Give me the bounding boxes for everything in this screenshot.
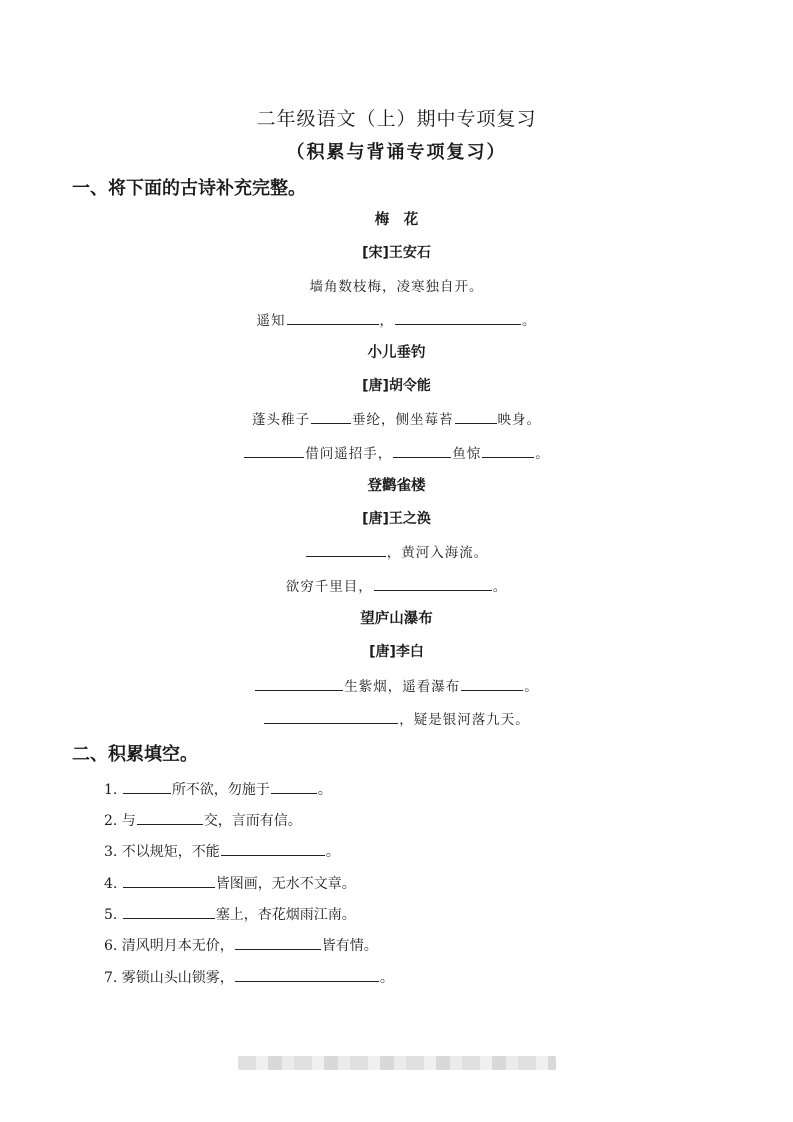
- poem-3-line-2-text-a: 欲穷千里目，: [285, 579, 373, 595]
- poem-4-line-1-text-b: 。: [524, 679, 539, 695]
- page-title: 二年级语文（上）期中专项复习: [256, 108, 537, 130]
- poem-4-line-2-text-a: ，疑是银河落九天。: [399, 712, 530, 728]
- fill-item-number: 5.: [104, 907, 122, 923]
- blurred-footer-watermark: [238, 1056, 556, 1070]
- poem-2-line-2-text-b: 鱼惊: [452, 446, 482, 462]
- poem-2-line-1-text-b: 垂纶，侧坐莓苔: [352, 412, 454, 428]
- section-1-heading: 一、将下面的古诗补充完整。: [72, 178, 306, 199]
- poem-3-title: 登鹳雀楼: [367, 478, 426, 494]
- fill-item-3: [104, 841, 340, 861]
- answer-blank[interactable]: [123, 779, 171, 794]
- fill-item-6: [104, 935, 378, 955]
- poem-4-line-1-text-a: 生紫烟，遥看瀑布: [344, 679, 461, 695]
- poem-3-author: [唐]王之涣: [362, 511, 431, 527]
- poem-1-line-2-text-c: 。: [522, 313, 537, 329]
- fill-item-7: [104, 967, 394, 987]
- fill-item-number: 3. 不以规矩，不能: [104, 844, 220, 860]
- poem-4-title: 望庐山瀑布: [360, 611, 433, 627]
- answer-blank[interactable]: [393, 443, 451, 458]
- page-subtitle: （积累与背诵专项复习）: [286, 142, 507, 163]
- poem-2-line-2-text-c: 。: [535, 446, 550, 462]
- answer-blank[interactable]: [461, 676, 523, 691]
- fill-item-number: 4.: [104, 876, 122, 892]
- poem-2-title: 小儿垂钓: [367, 345, 426, 361]
- poem-2-line-2-text-a: 借问遥招手，: [305, 446, 393, 462]
- answer-blank[interactable]: [482, 443, 534, 458]
- fill-item-text: 交，言而有信。: [203, 813, 302, 829]
- fill-item-number: 7. 雾锁山头山锁雾，: [104, 970, 234, 986]
- answer-blank[interactable]: [311, 409, 351, 424]
- answer-blank[interactable]: [235, 967, 379, 982]
- answer-blank[interactable]: [137, 810, 203, 825]
- poem-1-title: 梅 花: [374, 212, 419, 228]
- fill-item-text: 。: [325, 844, 340, 860]
- poem-3-line-2: [0, 575, 793, 595]
- poem-2-line-2: [0, 442, 793, 462]
- fill-item-text: 。: [379, 970, 394, 986]
- poem-4-line-1: [0, 675, 793, 695]
- fill-item-text: 皆图画，无水不文章。: [215, 876, 356, 892]
- poem-2-author: [唐]胡令能: [362, 378, 431, 394]
- answer-blank[interactable]: [374, 576, 492, 591]
- poem-3-line-1: [0, 541, 793, 561]
- answer-blank[interactable]: [455, 409, 497, 424]
- fill-item-number: 6. 清风明月本无价，: [104, 938, 234, 954]
- fill-item-1: [104, 779, 332, 799]
- fill-item-text: 塞上，杏花烟雨江南。: [215, 907, 356, 923]
- answer-blank[interactable]: [255, 676, 343, 691]
- answer-blank[interactable]: [123, 904, 215, 919]
- fill-item-number: 2. 与: [104, 813, 136, 829]
- answer-blank[interactable]: [221, 841, 325, 856]
- poem-2-line-1-text-c: 映身。: [497, 412, 541, 428]
- poem-1-line-2-text-b: ，: [379, 313, 394, 329]
- fill-item-2: [104, 810, 302, 830]
- fill-item-4: [104, 873, 356, 893]
- answer-blank[interactable]: [271, 779, 317, 794]
- fill-item-text: 皆有情。: [321, 938, 378, 954]
- fill-item-text: 。: [317, 782, 332, 798]
- poem-1-author: [宋]王安石: [362, 245, 431, 261]
- fill-item-number: 1.: [104, 782, 122, 798]
- poem-4-author: [唐]李白: [369, 644, 424, 660]
- fill-item-5: [104, 904, 356, 924]
- answer-blank[interactable]: [287, 310, 379, 325]
- answer-blank[interactable]: [395, 310, 521, 325]
- answer-blank[interactable]: [264, 709, 398, 724]
- poem-4-line-2: [0, 708, 793, 728]
- poem-1-line-2-text-a: 遥知: [256, 313, 286, 329]
- poem-2-line-1-text-a: 蓬头稚子: [252, 412, 310, 428]
- section-2-heading: 二、积累填空。: [72, 744, 198, 765]
- poem-1-line-2: [0, 309, 793, 329]
- poem-1-line-1: 墙角数枝梅，凌寒独自开。: [309, 279, 484, 295]
- poem-2-line-1: [0, 408, 793, 428]
- answer-blank[interactable]: [306, 542, 386, 557]
- answer-blank[interactable]: [244, 443, 304, 458]
- fill-item-text: 所不欲，勿施于: [171, 782, 270, 798]
- poem-3-line-1-text-a: ，黄河入海流。: [386, 545, 489, 561]
- answer-blank[interactable]: [123, 873, 215, 888]
- poem-3-line-2-text-b: 。: [492, 579, 508, 595]
- answer-blank[interactable]: [235, 935, 321, 950]
